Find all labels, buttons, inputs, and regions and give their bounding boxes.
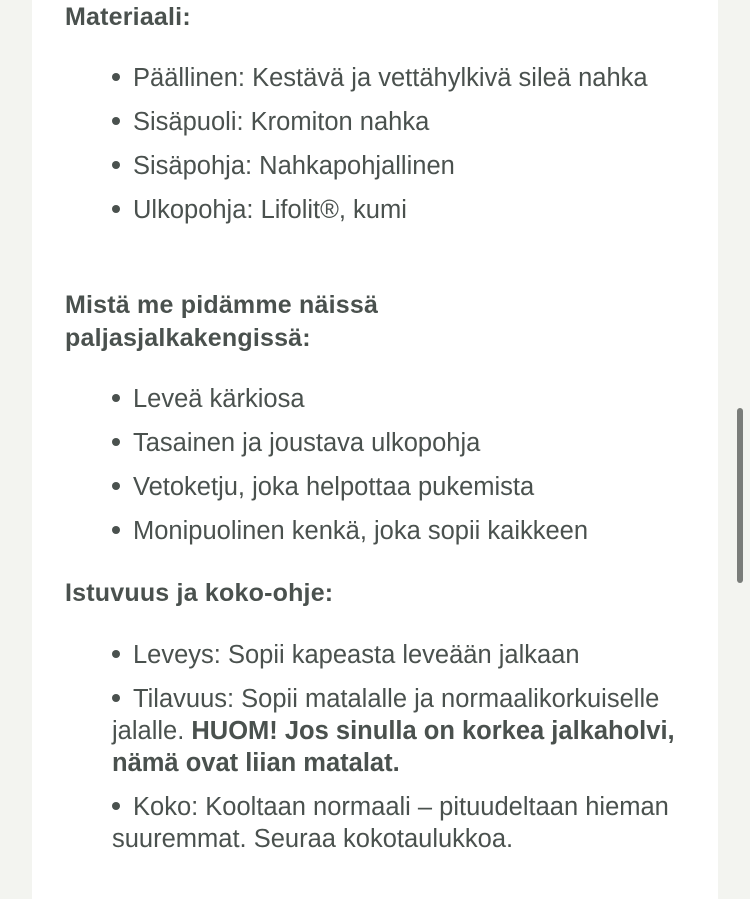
bullet-icon: [112, 482, 120, 490]
scrollbar-thumb[interactable]: [737, 408, 743, 583]
list-item: Sisäpohja: Nahkapohjallinen: [65, 150, 665, 182]
fit-size-list: [65, 639, 675, 855]
bullet-icon: [112, 650, 120, 658]
bullet-icon: [112, 205, 120, 213]
bullet-icon: [112, 802, 120, 810]
features-heading: Mistä me pidämme näissä paljasjalkakengissä:: [65, 291, 379, 352]
list-item: Tasainen ja joustava ulkopohja: [65, 427, 705, 459]
bullet-icon: [112, 526, 120, 534]
list-item: Monipuolinen kenkä, joka sopii kaikkeen: [65, 515, 705, 547]
list-item: Koko: Kooltaan normaali – pituudeltaan hieman suuremmat. Seuraa kokotaulukkoa.: [112, 793, 669, 853]
bullet-icon: [112, 73, 120, 81]
bullet-icon: [112, 117, 120, 125]
bullet-icon: [112, 438, 120, 446]
list-item: Leveys: Sopii kapeasta leveään jalkaan: [65, 639, 675, 671]
materials-heading: Materiaali:: [65, 3, 191, 31]
fit-size-heading: Istuvuus ja koko-ohje:: [65, 579, 334, 607]
list-item: Leveä kärkiosa: [65, 383, 705, 415]
warning-note: HUOM! Jos sinulla on korkea jalkaholvi, nämä ovat liian matalat.: [112, 717, 675, 777]
bullet-icon: [112, 694, 120, 702]
materials-list: [65, 62, 665, 226]
product-description-panel: [32, 0, 718, 899]
list-item: Vetoketju, joka helpottaa pukemista: [65, 471, 705, 503]
list-item: Sisäpuoli: Kromiton nahka: [65, 106, 665, 138]
bullet-icon: [112, 394, 120, 402]
features-list: [65, 383, 705, 547]
bullet-icon: [112, 161, 120, 169]
list-item: Tilavuus: Sopii matalalle ja normaalikorkuiselle jalalle. HUOM! Jos sinulla on korkea jalkaholvi, nämä ovat liian matalat.: [112, 685, 675, 777]
list-item: Päällinen: Kestävä ja vettähylkivä sileä nahka: [65, 62, 665, 94]
list-item: Ulkopohja: Lifolit®, kumi: [65, 194, 665, 226]
